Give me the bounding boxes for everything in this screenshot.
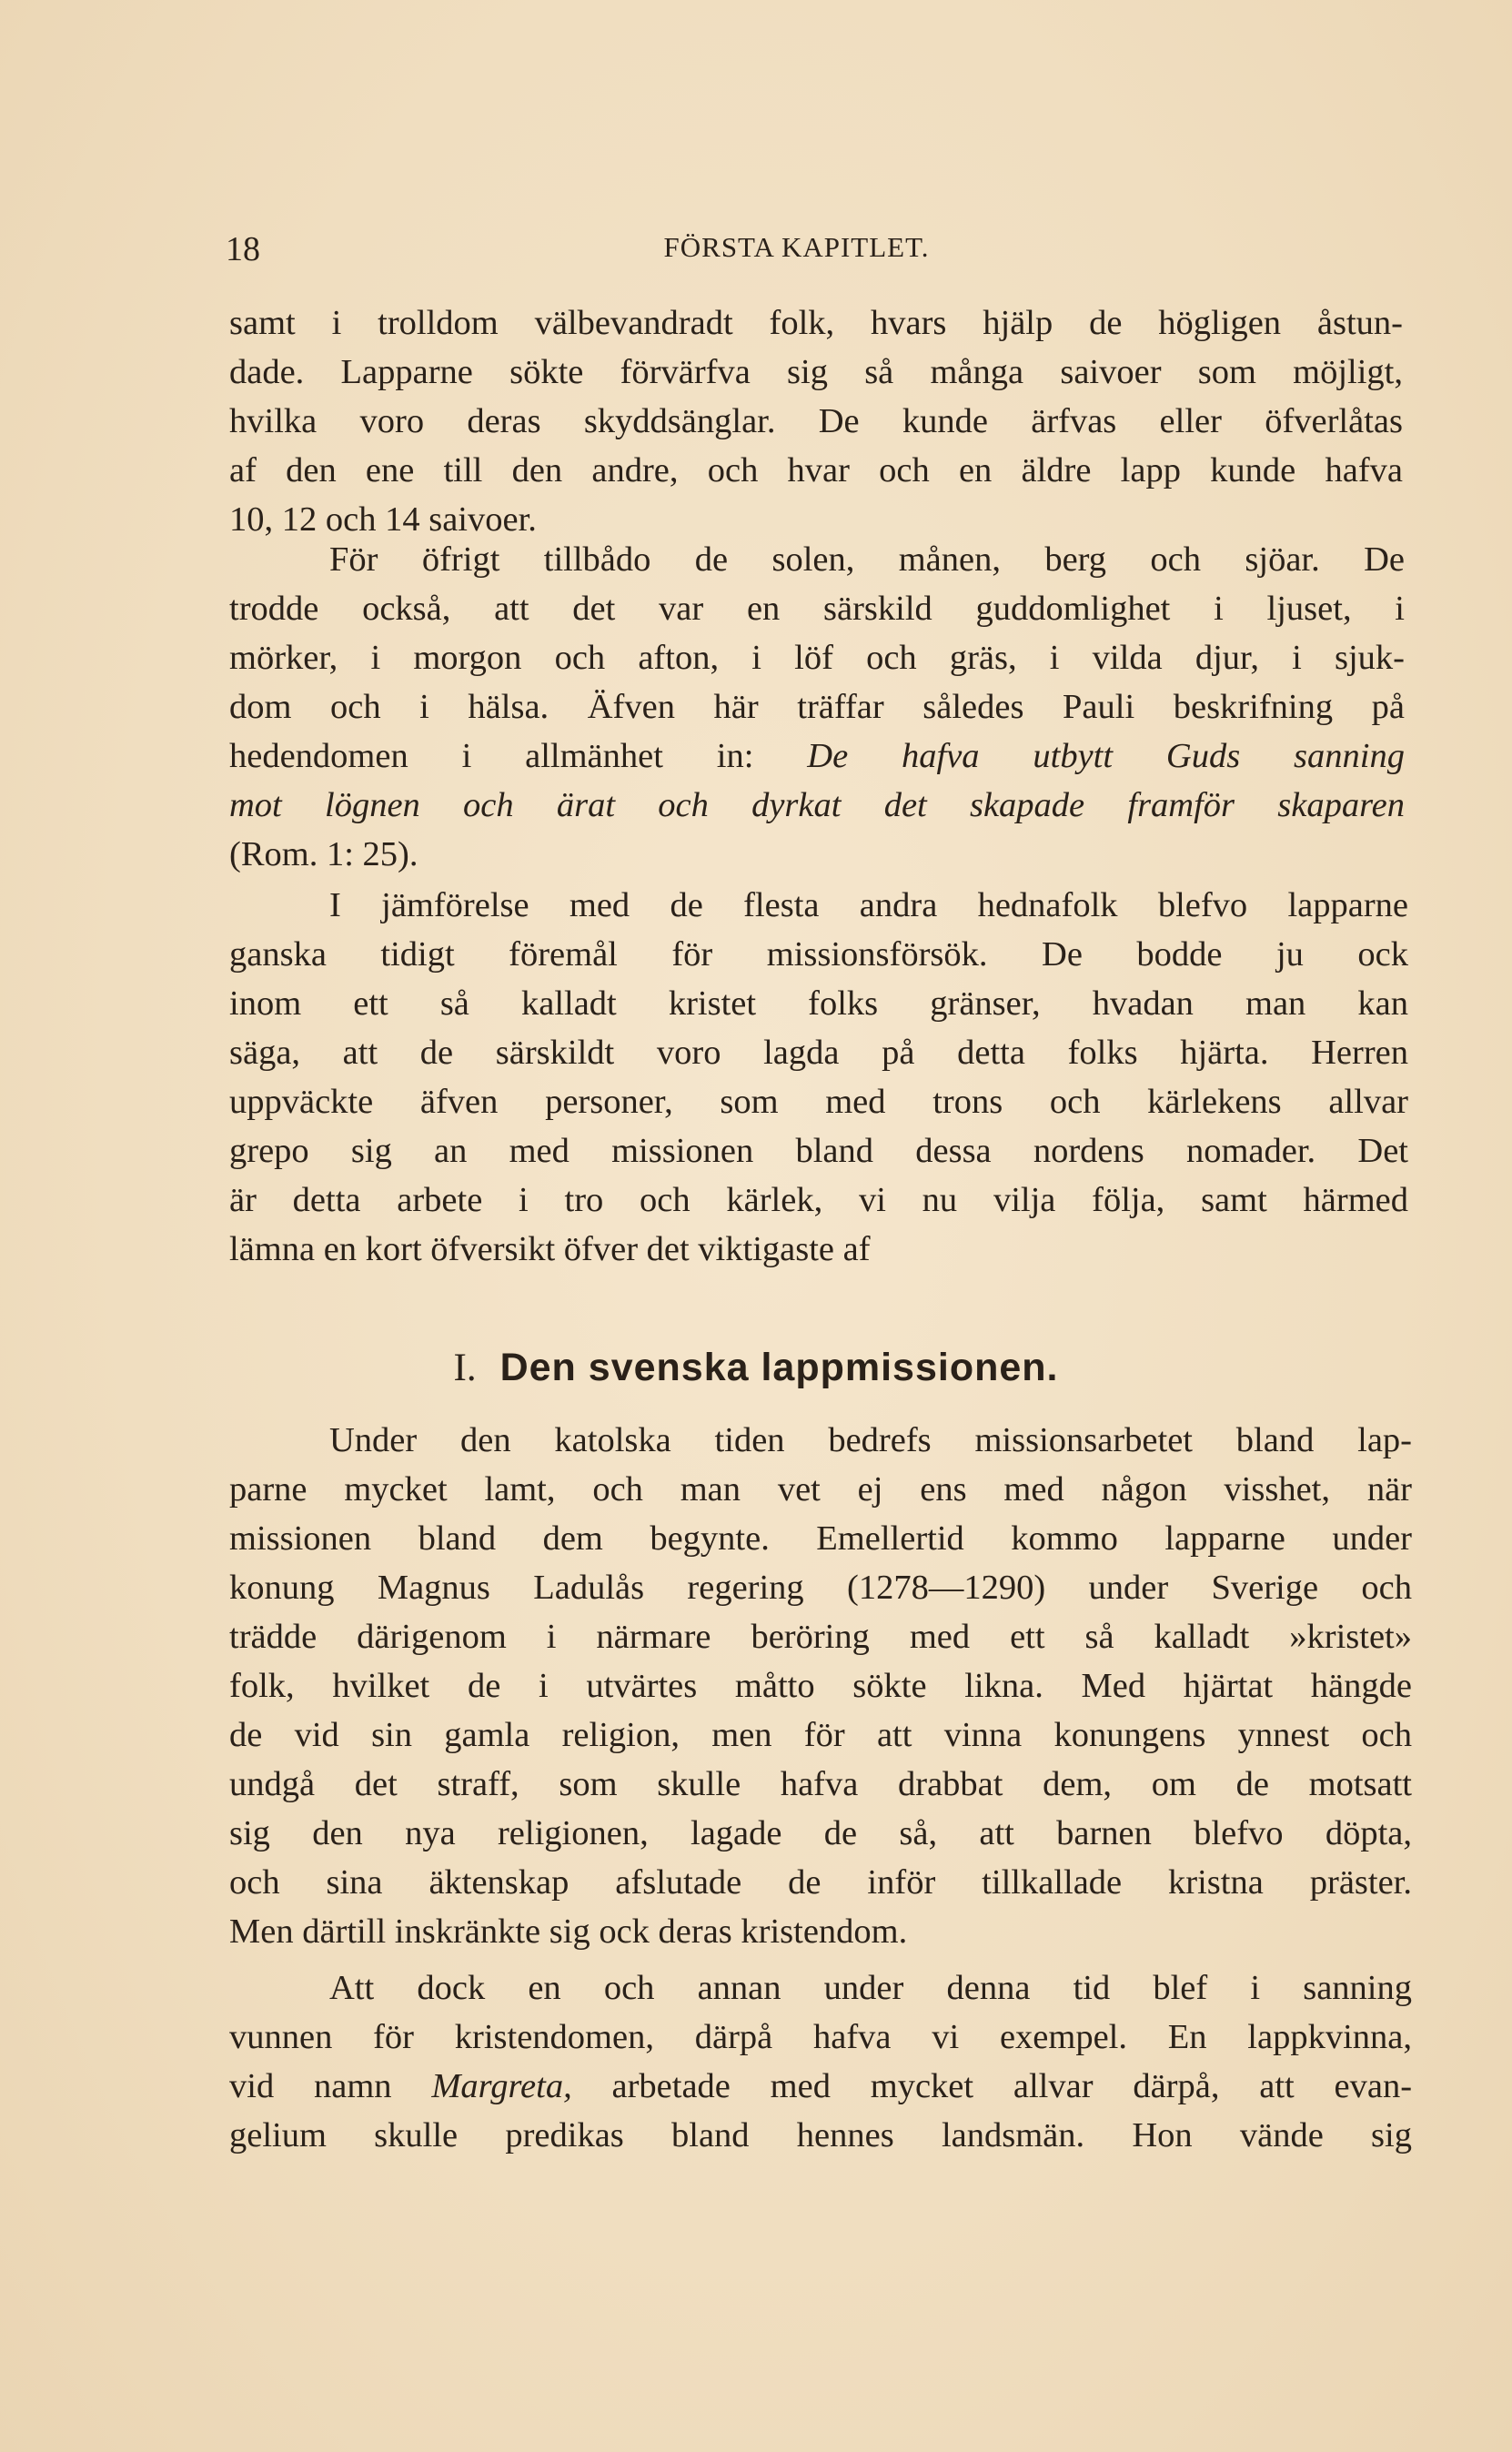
text-segment: arbetade med mycket allvar därpå, att evan- — [611, 2067, 1413, 2105]
text-line: inom ett så kalladt kristet folks gränser, hvadan man kan — [229, 984, 1408, 1023]
italic-quote: De hafva utbytt Guds sanning — [807, 737, 1405, 775]
text-line: och sina äktenskap afslutade de inför tillkallade kristna präster. — [229, 1863, 1412, 1902]
text-line: dade. Lapparne sökte förvärfva sig så många saivoer som möjligt, — [229, 353, 1403, 391]
text-line: är detta arbete i tro och kärlek, vi nu vilja följa, samt härmed — [229, 1181, 1408, 1219]
text-line: de vid sin gamla religion, men för att vinna konungens ynnest och — [229, 1716, 1412, 1754]
text-line: Att dock en och annan under denna tid blef i sanning — [329, 1969, 1412, 2007]
text-line: ganska tidigt föremål för missionsförsök. De bodde ju ock — [229, 935, 1408, 974]
text-line: Under den katolska tiden bedrefs missionsarbetet bland lap- — [329, 1421, 1412, 1459]
italic-name: Margreta, — [431, 2067, 572, 2105]
text-line: dom och i hälsa. Äfven här träffar således Pauli beskrifning på — [229, 688, 1405, 726]
text-line: af den ene till den andre, och hvar och en äldre lapp kunde hafva — [229, 451, 1403, 489]
text-line: folk, hvilket de i utvärtes måtto sökte likna. Med hjärtat hängde — [229, 1667, 1412, 1705]
text-line: trädde därigenom i närmare beröring med ett så kalladt »kristet» — [229, 1618, 1412, 1656]
paragraph-5 — [229, 1963, 1412, 2160]
text-line: vunnen för kristendomen, därpå hafva vi exempel. En lappkvinna, — [229, 2018, 1412, 2056]
text-line: För öfrigt tillbådo de solen, månen, berg och sjöar. De — [329, 540, 1405, 579]
text-line: (Rom. 1: 25). — [229, 835, 418, 873]
paragraph-2 — [229, 535, 1405, 879]
text-line: samt i trolldom välbevandradt folk, hvars hjälp de högligen åstun- — [229, 304, 1403, 342]
text-line: hvilka voro deras skyddsänglar. De kunde ärfvas eller öfverlåtas — [229, 402, 1403, 440]
text-line: lämna en kort öfversikt öfver det viktigaste af — [229, 1230, 871, 1268]
text-line: sig den nya religionen, lagade de så, att barnen blefvo döpta, — [229, 1814, 1412, 1852]
text-line: uppväckte äfven personer, som med trons och kärlekens allvar — [229, 1083, 1408, 1121]
running-head: FÖRSTA KAPITLET. — [663, 231, 930, 263]
page-header — [226, 229, 1367, 275]
text-segment: vid namn — [229, 2067, 392, 2105]
text-line: parne mycket lamt, och man vet ej ens med någon visshet, när — [229, 1470, 1412, 1509]
text-line: säga, att de särskildt voro lagda på detta folks hjärta. Herren — [229, 1034, 1408, 1072]
section-title: Den svenska lappmissionen. — [499, 1346, 1059, 1389]
italic-quote-line: mot lögnen och ärat och dyrkat det skapade framför skaparen — [229, 786, 1405, 824]
text-line: mörker, i morgon och afton, i löf och gräs, i vilda djur, i sjuk- — [229, 639, 1405, 677]
paragraph-1 — [229, 298, 1403, 544]
paragraph-4 — [229, 1416, 1412, 1956]
text-line: konung Magnus Ladulås regering (1278—1290) under Sverige och — [229, 1569, 1412, 1607]
page-number: 18 — [226, 230, 260, 268]
text-line: Men därtill inskränkte sig ock deras kristendom. — [229, 1912, 908, 1951]
text-line: grepo sig an med missionen bland dessa nordens nomader. Det — [229, 1132, 1408, 1170]
text-line: I jämförelse med de flesta andra hednafolk blefvo lapparne — [329, 886, 1408, 924]
section-heading — [0, 1343, 1512, 1393]
text-line: trodde också, att det var en särskild guddomlighet i ljuset, i — [229, 590, 1405, 628]
paragraph-3 — [229, 881, 1408, 1274]
section-number: I. — [453, 1347, 477, 1389]
text-line: 10, 12 och 14 saivoer. — [229, 500, 537, 539]
text-segment: hedendomen i allmänhet in: — [229, 737, 754, 775]
text-line: undgå det straff, som skulle hafva drabbat dem, om de motsatt — [229, 1765, 1412, 1803]
text-line: missionen bland dem begynte. Emellertid kommo lapparne under — [229, 1519, 1412, 1558]
text-line-with-quote — [229, 732, 1405, 781]
text-line: gelium skulle predikas bland hennes landsmän. Hon vände sig — [229, 2116, 1412, 2154]
text-line-with-name — [229, 2062, 1412, 2111]
